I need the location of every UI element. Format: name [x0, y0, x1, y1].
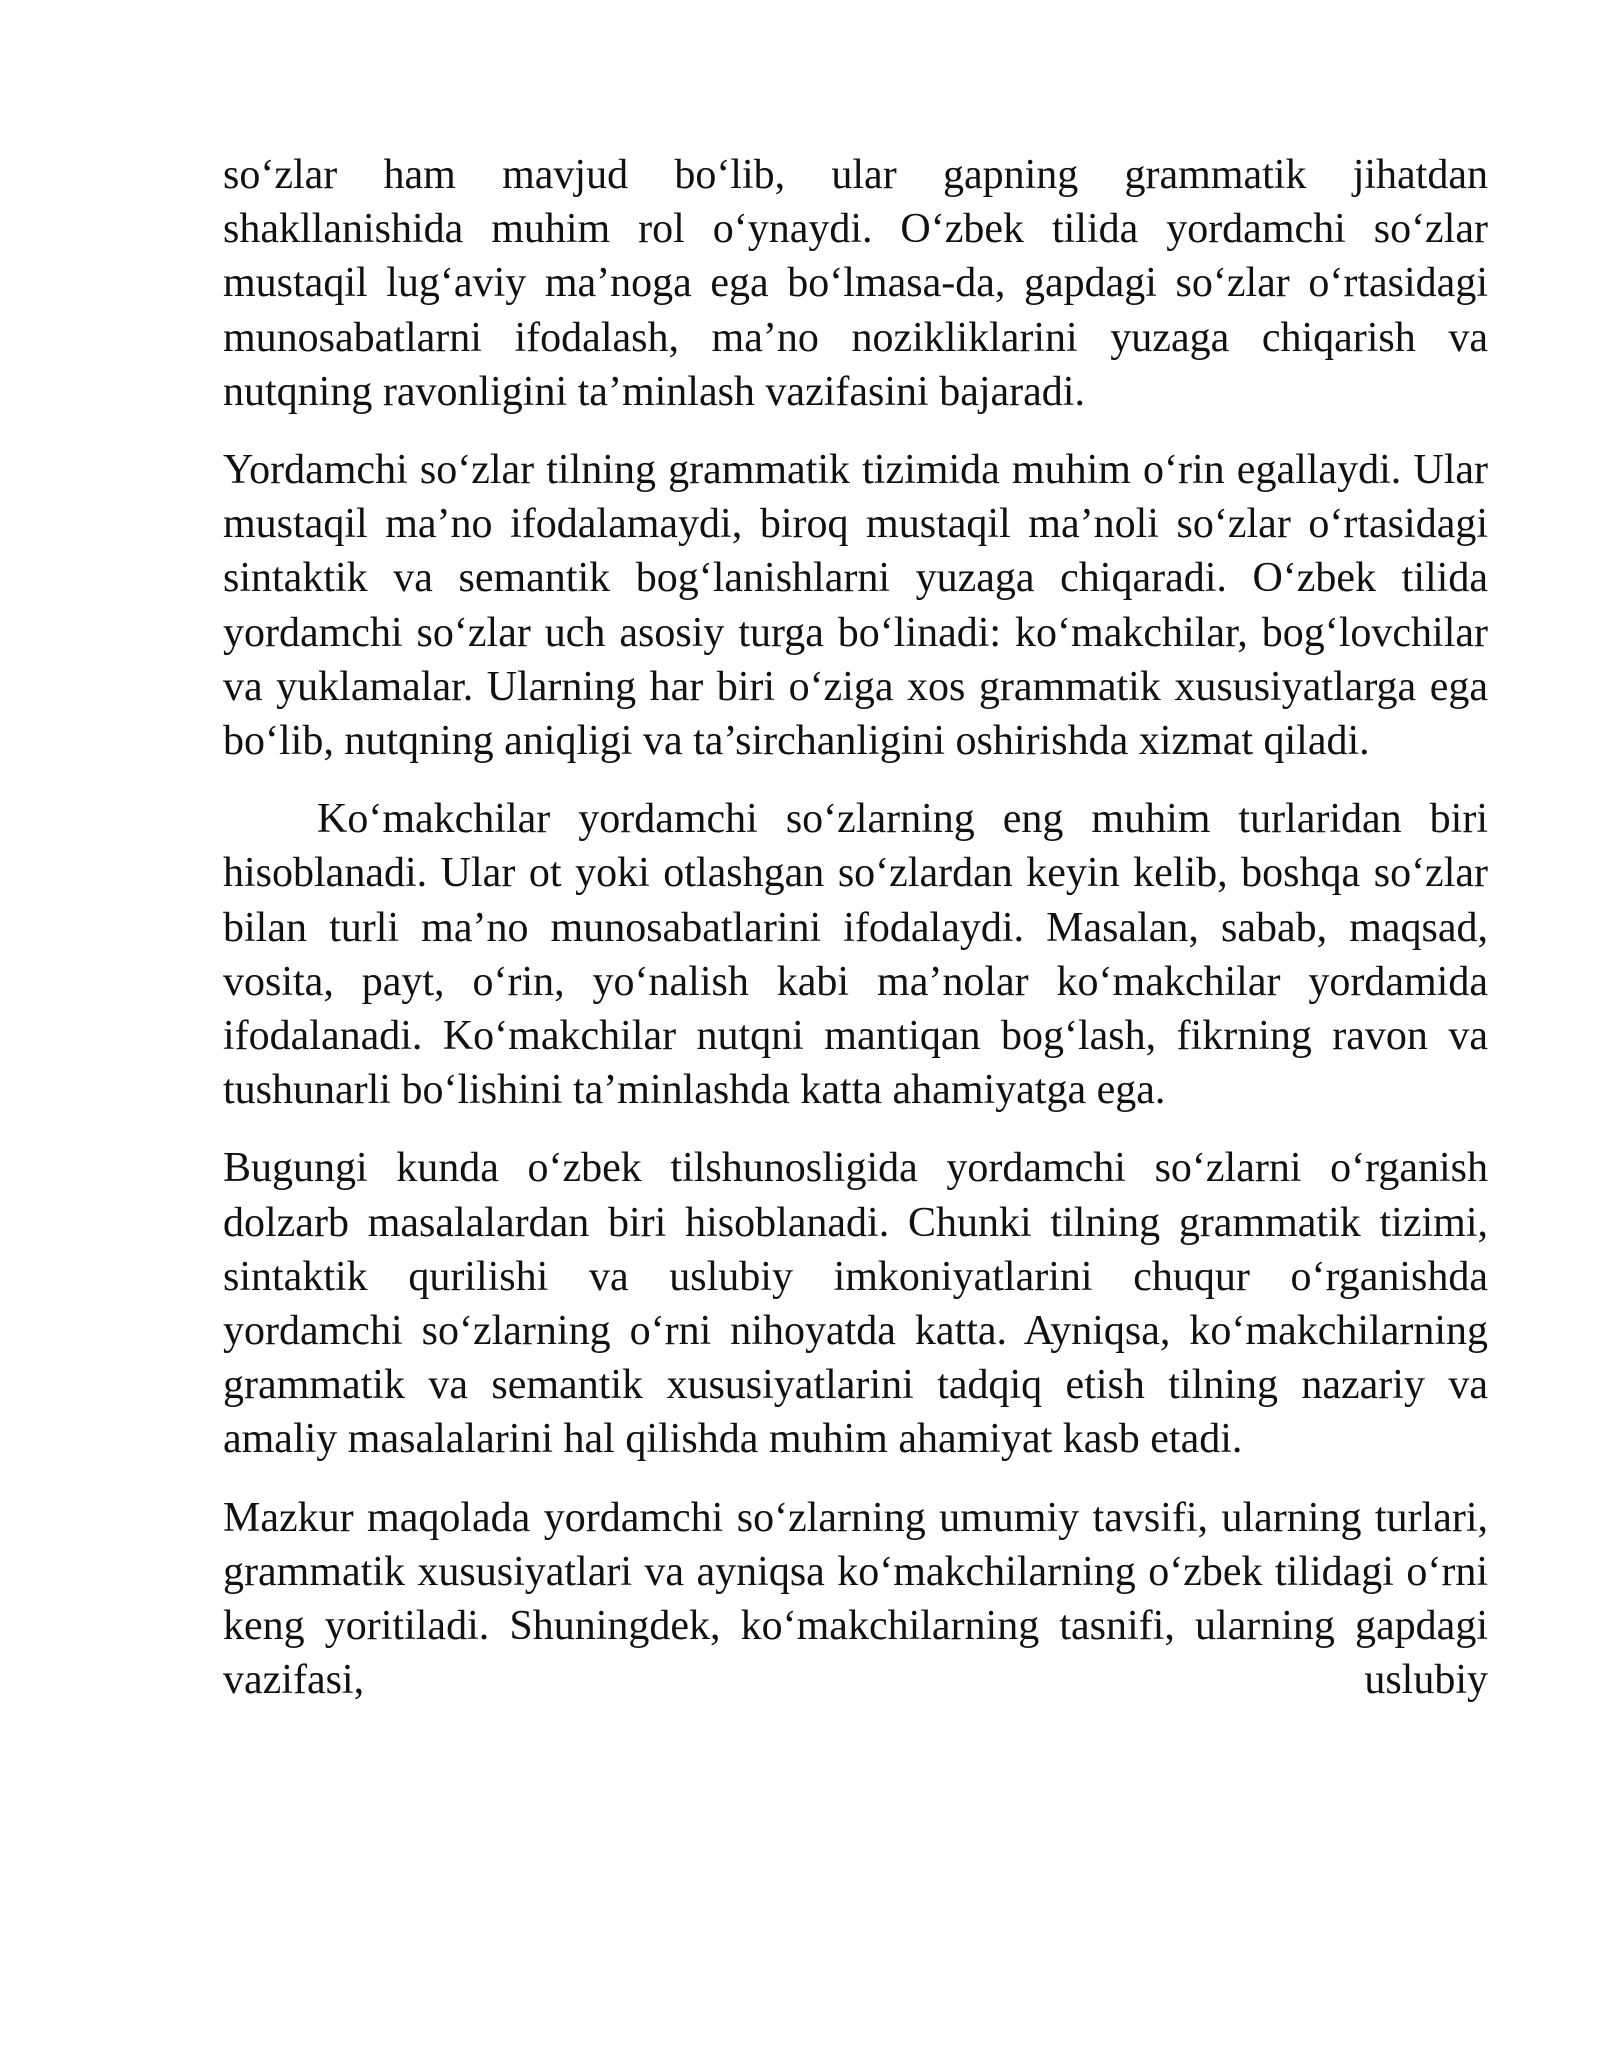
paragraph-3: Ko‘makchilar yordamchi so‘zlarning eng muhim turlaridan biri hisoblanadi. Ular ot yoki otlashgan so‘zlardan keyin kelib, boshqa so‘zlar bilan turli ma’no munosabatlarini ifodalaydi. Masalan, sabab, maqsad, vosita, payt, o‘rin, yo‘nalish kabi ma’nolar ko‘makchilar yordamida ifodalanadi. Ko‘makchilar nutqni mantiqan bog‘lash, fikrning ravon va tushunarli bo‘lishini ta’minlashda katta ahamiyatga ega.	[223, 796, 1488, 1114]
paragraph-2: Yordamchi so‘zlar tilning grammatik tizimida muhim o‘rin egallaydi. Ular mustaqil ma’no ifodalamaydi, biroq mustaqil ma’noli so‘zlar o‘rtasidagi sintaktik va semantik bog‘lanishlarni yuzaga chiqaradi. O‘zbek tilida yordamchi so‘zlar uch asosiy turga bo‘linadi: ko‘makchilar, bog‘lovchilar va yuklamalar. Ularning har biri o‘ziga xos grammatik xususiyatlarga ega bo‘lib, nutqning aniqligi va ta’sirchanligini oshirishda xizmat qiladi.	[223, 447, 1488, 765]
paragraph-5: Mazkur maqolada yordamchi so‘zlarning umumiy tavsifi, ularning turlari, grammatik xususiyatlari va ayniqsa ko‘makchilarning o‘zbek tilidagi o‘rni keng yoritiladi. Shuningdek, ko‘makchilarning tasnifi, ularning gapdagi vazifasi, uslubiy	[223, 1494, 1488, 1704]
body-text	[223, 148, 1488, 1707]
paragraph-4: Bugungi kunda o‘zbek tilshunosligida yordamchi so‘zlarni o‘rganish dolzarb masalalardan biri hisoblanadi. Chunki tilning grammatik tizimi, sintaktik qurilishi va uslubiy imkoniyatlarini chuqur o‘rganishda yordamchi so‘zlarning o‘rni nihoyatda katta. Ayniqsa, ko‘makchilarning grammatik va semantik xususiyatlarini tadqiq etish tilning nazariy va amaliy masalalarini hal qilishda muhim ahamiyat kasb etadi.	[223, 1145, 1488, 1463]
paragraph-1: so‘zlar ham mavjud bo‘lib, ular gapning grammatik jihatdan shakllanishida muhim rol o‘ynaydi. O‘zbek tilida yordamchi so‘zlar mustaqil lug‘aviy ma’noga ega bo‘lmasa-da, gapdagi so‘zlar o‘rtasidagi munosabatlarni ifodalash, ma’no nozikliklarini yuzaga chiqarish va nutqning ravonligini ta’minlash vazifasini bajaradi.	[223, 152, 1488, 415]
